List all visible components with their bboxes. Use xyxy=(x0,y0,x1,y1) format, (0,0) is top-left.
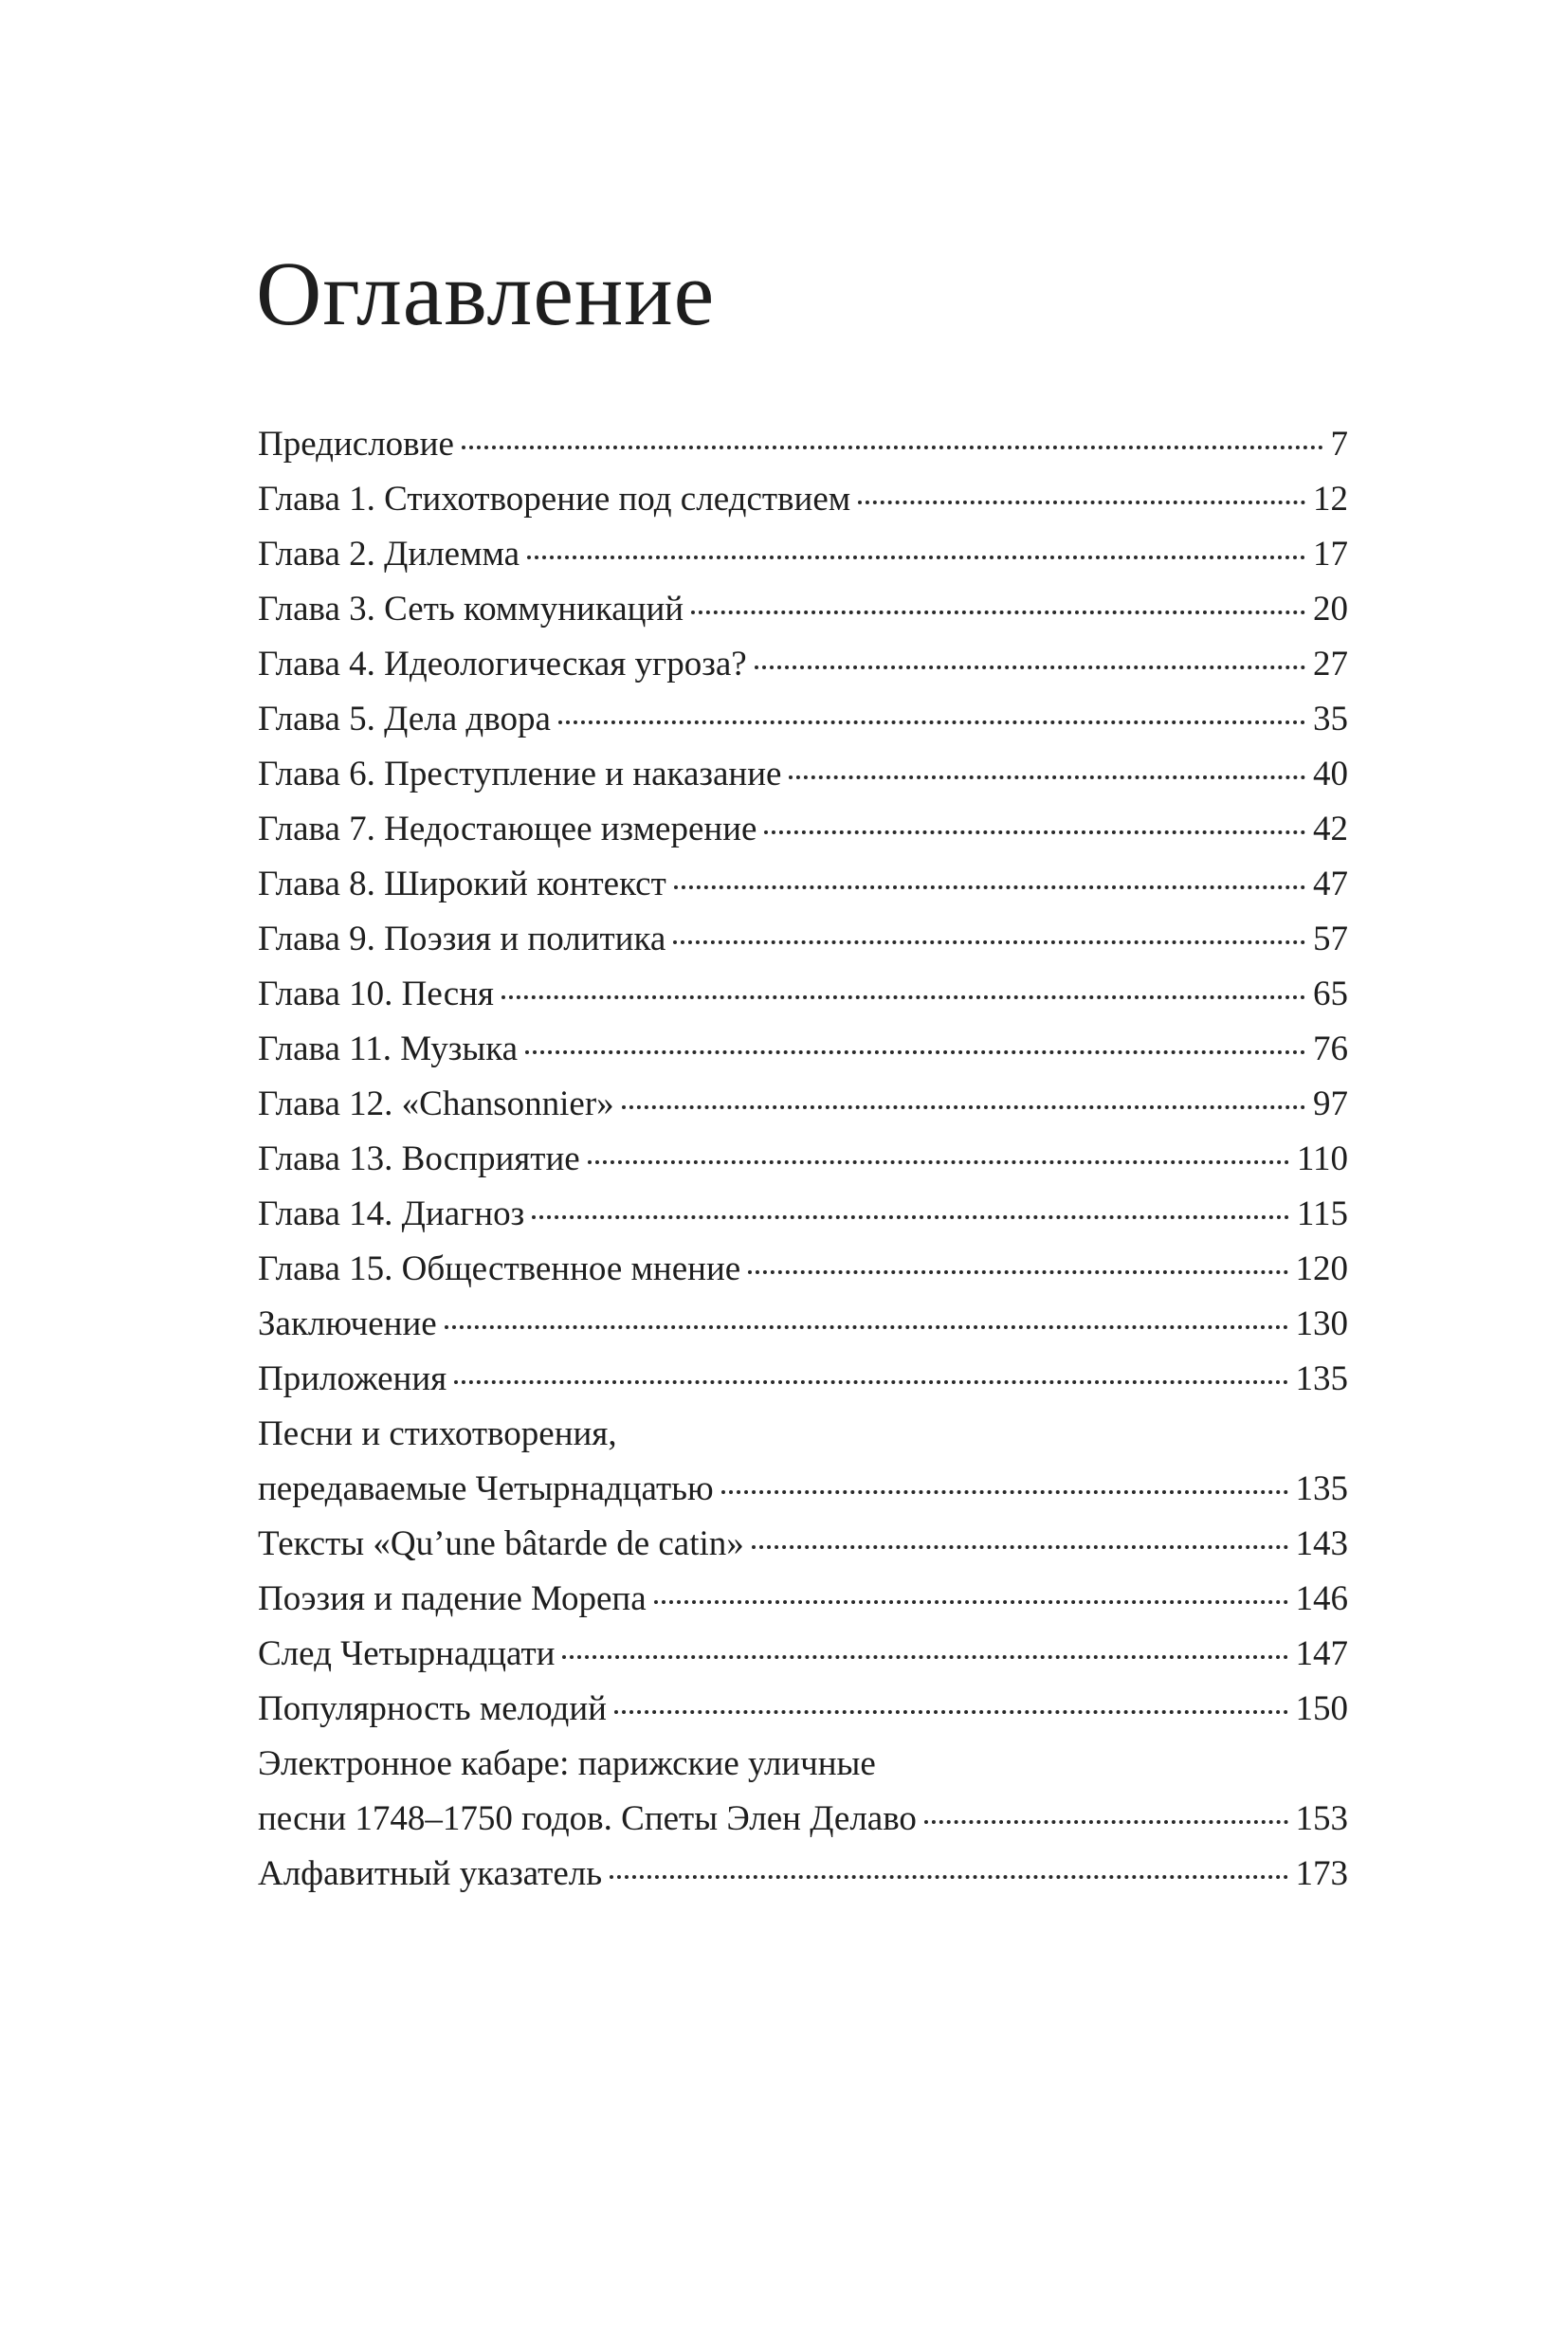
toc-entry-page: 42 xyxy=(1313,810,1348,848)
toc-entry-label: Глава 10. Песня xyxy=(258,975,494,1013)
toc-entry-label: Глава 2. Дилемма xyxy=(258,535,520,574)
toc-subentry-label: Популярность мелодий xyxy=(258,1689,607,1728)
toc-entry-label: Глава 7. Недостающее измерение xyxy=(258,810,757,848)
toc-entry-page: 47 xyxy=(1313,865,1348,903)
toc-entry-label: Глава 11. Музыка xyxy=(258,1030,519,1068)
toc-subentry-page: 143 xyxy=(1295,1524,1348,1563)
toc-entry[interactable] xyxy=(258,637,1348,692)
toc-subentry-page: 146 xyxy=(1295,1579,1348,1618)
dot-leader xyxy=(558,720,1305,724)
dot-leader xyxy=(789,775,1305,779)
dot-leader xyxy=(462,446,1323,449)
toc-subentry[interactable] xyxy=(258,1627,1348,1682)
toc-entry-label: Глава 15. Общественное мнение xyxy=(258,1249,741,1288)
dot-leader xyxy=(674,885,1305,889)
dot-leader xyxy=(610,1875,1287,1879)
dot-leader xyxy=(588,1160,1289,1164)
toc-subentry[interactable] xyxy=(258,1517,1348,1572)
toc-entry-label: Алфавитный указатель xyxy=(258,1854,603,1893)
toc-entry[interactable] xyxy=(258,692,1348,747)
toc-entry-page: 120 xyxy=(1295,1249,1348,1288)
toc-entry-page: 57 xyxy=(1313,920,1348,958)
toc-entry[interactable] xyxy=(258,747,1348,802)
toc-entry-page: 12 xyxy=(1313,480,1348,519)
toc-entry[interactable] xyxy=(258,582,1348,637)
toc-entry[interactable] xyxy=(258,1847,1348,1902)
dot-leader xyxy=(691,611,1305,614)
toc-subentry-page: 147 xyxy=(1295,1634,1348,1673)
toc-entry[interactable] xyxy=(258,1022,1348,1077)
toc-entry-page: 40 xyxy=(1313,755,1348,793)
toc-subentry-label: Тексты «Qu’une bâtarde de catin» xyxy=(258,1524,744,1563)
toc-entry[interactable] xyxy=(258,1297,1348,1352)
toc-entry-page: 135 xyxy=(1295,1359,1348,1398)
toc-subentry-label-line1: Электронное кабаре: парижские уличные xyxy=(258,1744,876,1783)
dot-leader xyxy=(764,830,1305,834)
toc-entry-page: 173 xyxy=(1295,1854,1348,1893)
toc-subentry-page: 153 xyxy=(1295,1799,1348,1838)
toc-entry-page: 35 xyxy=(1313,700,1348,738)
toc-entry[interactable] xyxy=(258,1187,1348,1242)
toc-entry-page: 97 xyxy=(1313,1084,1348,1123)
toc-subentry-label: Поэзия и падение Морепа xyxy=(258,1579,647,1618)
toc-subentry-label-line1: Песни и стихотворения, xyxy=(258,1414,617,1453)
dot-leader xyxy=(525,1050,1305,1054)
dot-leader xyxy=(748,1270,1287,1274)
toc-list xyxy=(258,417,1348,1902)
toc-entry-label: Глава 14. Диагноз xyxy=(258,1194,525,1233)
dot-leader xyxy=(673,940,1305,944)
dot-leader xyxy=(752,1545,1288,1549)
toc-subentry-label: След Четырнадцати xyxy=(258,1634,556,1673)
dot-leader xyxy=(622,1105,1305,1109)
toc-subentry[interactable] xyxy=(258,1682,1348,1737)
dot-leader xyxy=(454,1380,1287,1384)
dot-leader xyxy=(527,556,1305,559)
toc-subentry-label: передаваемые Четырнадцатью xyxy=(258,1469,714,1508)
toc-entry-label: Приложения xyxy=(258,1359,447,1398)
toc-subentry-label: песни 1748–1750 годов. Спеты Элен Делаво xyxy=(258,1799,917,1838)
toc-entry[interactable] xyxy=(258,802,1348,857)
dot-leader xyxy=(858,501,1305,504)
toc-entry[interactable] xyxy=(258,527,1348,582)
toc-entry[interactable] xyxy=(258,417,1348,472)
toc-entry-label: Глава 8. Широкий контекст xyxy=(258,865,666,903)
toc-entry-label: Заключение xyxy=(258,1304,437,1343)
toc-entry-label: Глава 1. Стихотворение под следствием xyxy=(258,480,851,519)
toc-entry-page: 65 xyxy=(1313,975,1348,1013)
toc-entry-page: 27 xyxy=(1313,645,1348,683)
toc-entry[interactable] xyxy=(258,1242,1348,1297)
toc-subentry-page: 150 xyxy=(1295,1689,1348,1728)
page-title: Оглавление xyxy=(256,243,716,344)
toc-entry[interactable] xyxy=(258,857,1348,912)
toc-entry[interactable] xyxy=(258,1077,1348,1132)
toc-entry-page: 130 xyxy=(1295,1304,1348,1343)
dot-leader xyxy=(654,1600,1288,1604)
toc-entry-label: Глава 4. Идеологическая угроза? xyxy=(258,645,747,683)
toc-entry-label: Глава 5. Дела двора xyxy=(258,700,551,738)
toc-entry-label: Глава 13. Восприятие xyxy=(258,1139,580,1178)
toc-entry-label: Глава 3. Сеть коммуникаций xyxy=(258,590,684,629)
toc-entry[interactable] xyxy=(258,1352,1348,1407)
toc-entry-page: 17 xyxy=(1313,535,1348,574)
toc-subentry-page: 135 xyxy=(1295,1469,1348,1508)
toc-entry-label: Глава 6. Преступление и наказание xyxy=(258,755,782,793)
toc-entry-page: 110 xyxy=(1296,1139,1348,1178)
toc-entry-label: Глава 12. «Chansonnier» xyxy=(258,1084,614,1123)
dot-leader xyxy=(562,1655,1287,1659)
toc-subentry[interactable] xyxy=(258,1572,1348,1627)
dot-leader xyxy=(445,1325,1288,1329)
dot-leader xyxy=(755,665,1305,669)
toc-entry[interactable] xyxy=(258,967,1348,1022)
toc-subentry[interactable] xyxy=(258,1737,1348,1847)
toc-entry-label: Глава 9. Поэзия и политика xyxy=(258,920,666,958)
dot-leader xyxy=(501,995,1305,999)
dot-leader xyxy=(721,1490,1288,1494)
toc-entry-page: 20 xyxy=(1313,590,1348,629)
dot-leader xyxy=(614,1710,1288,1714)
toc-entry[interactable] xyxy=(258,472,1348,527)
toc-entry[interactable] xyxy=(258,912,1348,967)
toc-entry-page: 7 xyxy=(1330,425,1348,464)
toc-entry[interactable] xyxy=(258,1132,1348,1187)
toc-subentry[interactable] xyxy=(258,1407,1348,1517)
dot-leader xyxy=(924,1820,1288,1824)
dot-leader xyxy=(532,1215,1289,1219)
toc-entry-page: 76 xyxy=(1313,1030,1348,1068)
toc-entry-page: 115 xyxy=(1296,1194,1348,1233)
toc-entry-label: Предисловие xyxy=(258,425,454,464)
